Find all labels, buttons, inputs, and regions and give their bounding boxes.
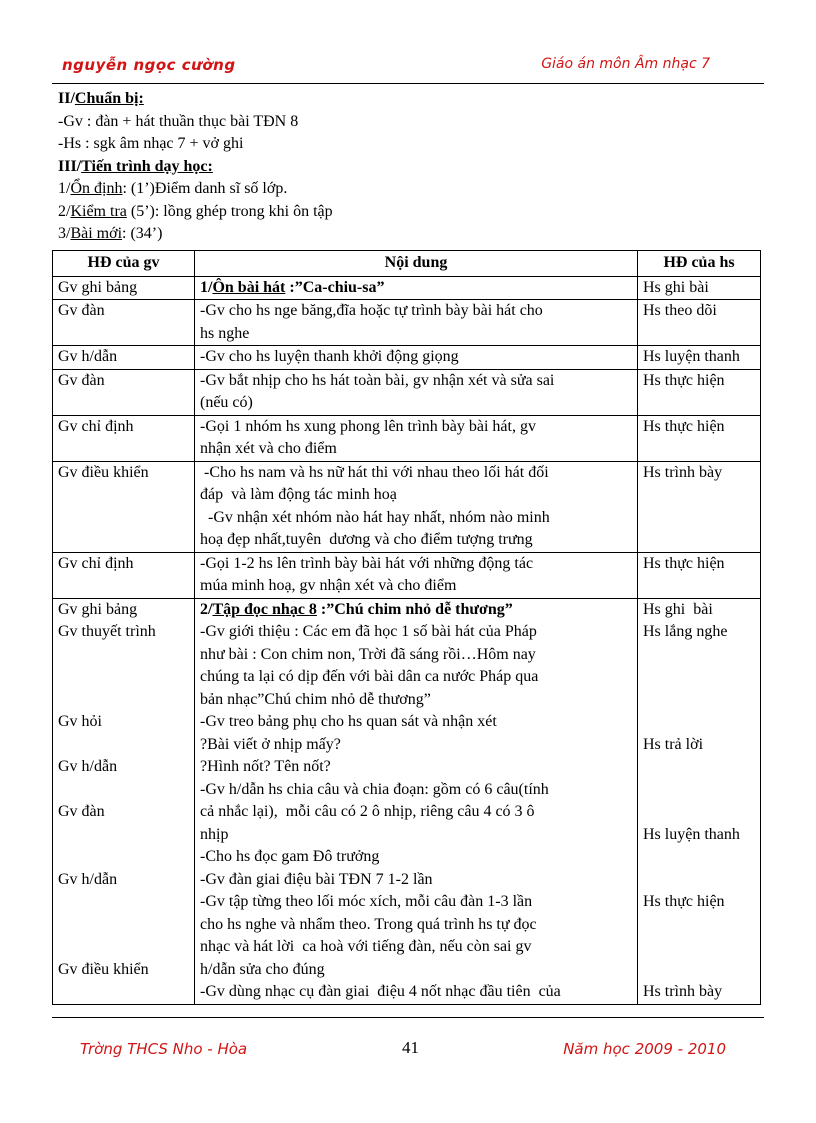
cell-line: Gv thuyết trình xyxy=(58,623,156,640)
page-number: 41 xyxy=(402,1038,419,1057)
school-year: Năm học 2009 - 2010 xyxy=(563,1040,726,1058)
cell-line xyxy=(643,869,755,892)
cell-line xyxy=(643,666,755,689)
cell-line: múa minh hoạ, gv nhận xét và cho điểm xyxy=(200,577,457,594)
cell-line: Gv h/dẫn xyxy=(58,348,118,365)
header-divider xyxy=(52,83,764,84)
cell-line: Hs thực hiện xyxy=(643,893,725,910)
teacher-activity-cell xyxy=(53,415,195,461)
content-cell xyxy=(195,276,638,300)
cell-line xyxy=(643,711,755,734)
cell-line: -Cho hs nam và hs nữ hát thi với nhau theo lối hát đối xyxy=(200,463,549,481)
content-cell xyxy=(195,300,638,346)
cell-line: Hs thực hiện xyxy=(643,417,725,435)
content-cell xyxy=(195,346,638,370)
cell-line xyxy=(643,846,755,869)
subject-title: Giáo án môn Âm nhạc 7 xyxy=(541,56,710,72)
cell-line xyxy=(643,801,755,824)
cell-line: -Gv treo bảng phụ cho hs quan sát và nhận xét xyxy=(200,713,497,730)
cell-line: Gv h/dẫn xyxy=(58,870,118,888)
cell-line: Hs thực hiện xyxy=(643,371,725,389)
content-cell xyxy=(195,552,638,598)
cell-line xyxy=(58,891,189,914)
cell-line: đáp và làm động tác minh hoạ xyxy=(200,486,397,503)
cell-line xyxy=(58,914,189,937)
header-teacher-activity: HĐ của gv xyxy=(53,251,195,277)
cell-line: ?Hình nốt? Tên nốt? xyxy=(200,758,331,775)
cell-line: nhạc và hát lời ca hoà với tiếng đàn, nếu còn sai gv xyxy=(200,938,532,955)
cell-line: cả nhắc lại), mỗi câu có 2 ô nhịp, riêng câu 4 có 3 ô xyxy=(200,803,535,820)
footer-divider xyxy=(52,1017,764,1018)
step-1 xyxy=(58,178,333,201)
teacher-activity-cell xyxy=(53,300,195,346)
table-row xyxy=(53,552,761,598)
table-header-row xyxy=(53,251,761,277)
header-student-activity: HĐ của hs xyxy=(638,251,761,277)
student-activity-cell xyxy=(638,346,761,370)
cell-line: nhận xét và cho điểm xyxy=(200,440,337,457)
cell-line xyxy=(58,734,189,757)
author-name: nguyễn ngọc cường xyxy=(62,56,236,74)
cell-line xyxy=(58,689,189,712)
table-row xyxy=(53,598,761,1004)
cell-line: bản nhạc”Chú chim nhỏ dễ thương” xyxy=(200,690,431,708)
cell-line: Gv điều khiển xyxy=(58,960,149,978)
cell-line xyxy=(58,666,189,689)
cell-line xyxy=(58,779,189,802)
process-title: Tiến trình dạy học: xyxy=(81,157,213,175)
cell-line: -Gv dùng nhạc cụ đàn giai điệu 4 nốt nhạc đầu tiên của xyxy=(200,983,561,1000)
cell-line: Gv hỏi xyxy=(58,713,102,730)
student-activity-cell xyxy=(638,461,761,552)
table-row xyxy=(53,369,761,415)
cell-line: Gv chỉ định xyxy=(58,417,134,435)
cell-line: -Gv nhận xét nhóm nào hát hay nhất, nhóm nào minh xyxy=(200,508,550,526)
cell-line: -Gv bắt nhịp cho hs hát toàn bài, gv nhận xét và sửa sai xyxy=(200,371,555,389)
student-activity-cell xyxy=(638,598,761,1004)
student-activity-cell xyxy=(638,300,761,346)
cell-line xyxy=(643,779,755,802)
cell-line: Hs thực hiện xyxy=(643,554,725,572)
lesson-intro xyxy=(58,88,333,246)
content-cell xyxy=(195,461,638,552)
teacher-activity-cell xyxy=(53,369,195,415)
step-3-title: Bài mới xyxy=(70,225,123,242)
step-3 xyxy=(58,223,333,246)
step-3-text: : (34’) xyxy=(122,225,163,242)
cell-line: -Gọi 1-2 hs lên trình bày bài hát với những động tác xyxy=(200,554,534,572)
student-activity-cell xyxy=(638,276,761,300)
step-2-text: (5’): lồng ghép trong khi ôn tập xyxy=(126,202,333,220)
step-1-number: 1/ xyxy=(58,180,71,197)
cell-line xyxy=(58,824,189,847)
process-number: III/ xyxy=(58,157,82,175)
student-activity-cell xyxy=(638,415,761,461)
cell-line: Hs luyện thanh xyxy=(643,825,740,843)
cell-line xyxy=(643,914,755,937)
cell-line: ?Bài viết ở nhịp mấy? xyxy=(200,735,341,753)
step-1-title: Ổn định xyxy=(70,180,123,197)
cell-line xyxy=(58,936,189,959)
content-cell xyxy=(195,598,638,1004)
cell-line: -Gv giới thiệu : Các em đã học 1 số bài hát của Pháp xyxy=(200,623,537,640)
table-row xyxy=(53,461,761,552)
cell-line: Hs lắng nghe xyxy=(643,623,728,640)
cell-line: 1/Ôn bài hát :”Ca-chiu-sa” xyxy=(200,278,385,296)
student-activity-cell xyxy=(638,369,761,415)
cell-line: -Gọi 1 nhóm hs xung phong lên trình bày bài hát, gv xyxy=(200,417,536,435)
step-1-text: : (1’)Điểm danh sĩ số lớp. xyxy=(122,180,288,197)
cell-line: nhịp xyxy=(200,825,229,843)
step-2 xyxy=(58,201,333,224)
cell-line xyxy=(643,756,755,779)
cell-line: Gv ghi bảng xyxy=(58,278,138,296)
cell-line: Hs ghi bài xyxy=(643,600,713,618)
step-2-title: Kiểm tra xyxy=(70,202,127,220)
cell-line: -Gv cho hs luyện thanh khởi động giọng xyxy=(200,348,459,365)
cell-line: Gv chỉ định xyxy=(58,554,134,572)
cell-line xyxy=(643,936,755,959)
prep-title: Chuẩn bị: xyxy=(74,90,144,107)
cell-line: Gv đàn xyxy=(58,302,105,319)
cell-line: 2/Tập đọc nhạc 8 :”Chú chim nhỏ dễ thương” xyxy=(200,600,513,618)
cell-line xyxy=(58,846,189,869)
cell-line: Gv h/dẫn xyxy=(58,758,118,775)
content-cell xyxy=(195,415,638,461)
cell-line: Gv đàn xyxy=(58,803,105,820)
cell-line: -Gv cho hs nge băng,đĩa hoặc tự trình bày bài hát cho xyxy=(200,302,543,319)
teacher-activity-cell xyxy=(53,346,195,370)
table-row xyxy=(53,276,761,300)
cell-line: Gv đàn xyxy=(58,371,105,389)
prep-number: II/ xyxy=(58,90,75,107)
cell-line xyxy=(643,644,755,667)
content-cell xyxy=(195,369,638,415)
cell-line: -Gv tập từng theo lối móc xích, mỗi câu đàn 1-3 lần xyxy=(200,893,533,910)
school-name: Trờng THCS Nho - Hòa xyxy=(80,1040,248,1058)
prep-gv-line: -Gv : đàn + hát thuần thục bài TĐN 8 xyxy=(58,112,299,130)
prep-hs-line: -Hs : sgk âm nhạc 7 + vở ghi xyxy=(58,135,244,152)
cell-line: h/dẫn sửa cho đúng xyxy=(200,960,325,978)
teacher-activity-cell xyxy=(53,598,195,1004)
table-row xyxy=(53,346,761,370)
cell-line: -Gv h/dẫn hs chia câu và chia đoạn: gồm có 6 câu(tính xyxy=(200,780,549,798)
cell-line: -Cho hs đọc gam Đô trưởng xyxy=(200,848,380,865)
cell-line: Hs theo dõi xyxy=(643,302,717,319)
step-2-number: 2/ xyxy=(58,202,71,220)
teacher-activity-cell xyxy=(53,461,195,552)
cell-line: chúng ta lại có dịp đến với bài dân ca nước Pháp qua xyxy=(200,668,539,685)
cell-line: Hs trả lời xyxy=(643,735,704,753)
cell-line xyxy=(643,689,755,712)
cell-line: Hs luyện thanh xyxy=(643,348,740,365)
cell-line: hoạ đẹp nhất,tuyên dương và cho điểm tượng trưng xyxy=(200,531,533,548)
lesson-activity-table xyxy=(52,250,761,1005)
table-row xyxy=(53,415,761,461)
cell-line: -Gv đàn giai điệu bài TĐN 7 1-2 lần xyxy=(200,870,433,888)
process-heading xyxy=(58,156,333,179)
cell-line: như bài : Con chim non, Trời đã sáng rồi…Hôm nay xyxy=(200,645,536,663)
step-3-number: 3/ xyxy=(58,225,71,242)
cell-line xyxy=(643,959,755,982)
cell-line: (nếu có) xyxy=(200,394,253,411)
cell-line: Hs trình bày xyxy=(643,463,723,481)
teacher-activity-cell xyxy=(53,552,195,598)
cell-line: cho hs nghe và nhẩm theo. Trong quá trình hs tự đọc xyxy=(200,915,537,933)
cell-line xyxy=(58,644,189,667)
cell-line: Gv điều khiển xyxy=(58,463,149,481)
cell-line: Hs ghi bài xyxy=(643,278,709,296)
cell-line: Hs trình bày xyxy=(643,983,723,1000)
table-row xyxy=(53,300,761,346)
cell-line: hs nghe xyxy=(200,324,250,342)
cell-line: Gv ghi bảng xyxy=(58,600,138,618)
student-activity-cell xyxy=(638,552,761,598)
prep-heading xyxy=(58,88,333,111)
teacher-activity-cell xyxy=(53,276,195,300)
header-content: Nội dung xyxy=(195,251,638,277)
